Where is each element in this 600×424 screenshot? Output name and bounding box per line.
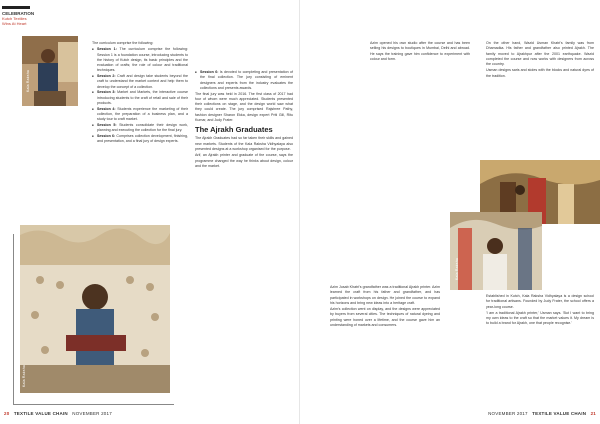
azim-paragraph-1: Azim Jusab Khatri's grandfather was a traditional Ajrakh printer. Azim learned the craft from his father and grandfather, and has participated in workshops on design. He joined the course to expand his horizons and bring new ideas into a heritage craft. — [330, 285, 440, 305]
session-list-continued — [195, 70, 293, 91]
issue-date: NOVEMBER 2017 — [488, 411, 528, 416]
session-list — [92, 47, 188, 144]
photo-credit-top: Kala Raksha — [26, 70, 30, 93]
right-column-3 — [486, 41, 594, 80]
usman-paragraph: Usman designs saris and stoles with the blocks and natural dyes of the tradition. — [486, 68, 594, 78]
photo-artisan-large — [20, 225, 170, 393]
left-column-1 — [92, 41, 188, 145]
right-column-1 — [330, 285, 440, 329]
list-item: ■ Session 1: The curriculum comprise the following: Session 1 is a foundation course, introducing students to the history of Kutch design, its basic principles and the evaluation of crafts; the role of colour and traditional techniques. — [92, 47, 188, 73]
list-item: ■ Session 3: Market and Markets, the interactive course introducing students to the craft of retail and sale of their products. — [92, 90, 188, 106]
usman-quote: 'I am a traditional Ajrakh printer,' Usman says. 'But I want to bring my own ideas to the craft so that the market values it. My dream is to build a brand for Ajrakh, one that people recognise.' — [486, 310, 594, 326]
curriculum-intro: The curriculum comprise the following: — [92, 41, 154, 45]
list-item: ■ Session 5: Students consolidate their design work, planning and executing the collection for the final jury. — [92, 123, 188, 134]
page-number: 21 — [590, 411, 596, 416]
subheading-ajrakh-graduates: The Ajrakh Graduates — [195, 125, 273, 135]
right-page — [300, 0, 600, 424]
section-byline: Kutch Textiles Wins At Heart — [2, 16, 27, 26]
magazine-name: TEXTILE VALUE CHAIN — [13, 411, 68, 416]
wazid-paragraph: On the other hand, Wazid Usman Khatri's family was from Dhamadka. His father and grandfather also printed Ajrakh. The family moved to Ajrakhpur after the 2001 earthquake. Wazid completed the course and now works with designers from across the country. — [486, 41, 594, 67]
right-footer — [488, 411, 596, 416]
arif-paragraph: Arif, an Ajrakh printer and graduate of the course, says the programme changed the way he thinks about design, colour and the market. — [195, 153, 293, 168]
list-item: ■ Session 2: Craft and design take students beyond the craft to understand the market context and help them to develop the concept of a collection. — [92, 74, 188, 90]
school-paragraph: Established in Kutch, Kala Raksha Vidhyalaya is a design school for traditional artisans. Founded by Judy Frater, the school offers a year-long course. — [486, 294, 594, 309]
photo-artisan-top — [22, 36, 78, 106]
page-number: 20 — [4, 411, 10, 416]
graduates-paragraph: The Ajrakh Graduates had so far taken their skills and gained new markets. Students of the Kala Raksha Vidhyalaya also presented designs at a workshop organised for the purpose. — [195, 136, 293, 151]
left-column-2 — [195, 70, 293, 170]
photo-artisan-right — [450, 212, 542, 290]
right-column-4 — [486, 294, 594, 328]
photo-credit-bottom: Kala Raksha — [22, 365, 26, 388]
right-column-2 — [370, 41, 470, 63]
left-footer — [4, 411, 112, 416]
section-tag — [2, 6, 34, 26]
section-tag-bar — [2, 6, 30, 9]
list-item: ■ Session 6: Is devoted to completing and presentation of the final collection. The jury consisting of eminent designers and experts from the industry evaluates the collections and presents awards. — [195, 70, 293, 91]
list-item: ■ Session 6: Comprises collection development, finishing, and presentation, and a final jury of design experts. — [92, 134, 188, 145]
magazine-name: TEXTILE VALUE CHAIN — [532, 411, 587, 416]
azim-paragraph-2: Azim's collection went on display, and the designs were appreciated by buyers from several cities. The techniques of natural dyeing and printing were honed over a lifetime, and the course gave him an understanding of markets and consumers. — [330, 307, 440, 328]
list-item: ■ Session 4: Students experience the marketing of their collection, the preparation of a business plan, and a study tour to craft market. — [92, 107, 188, 123]
photo-credit-mid: Kala Raksha — [455, 258, 459, 281]
issue-date: NOVEMBER 2017 — [72, 411, 112, 416]
section-heading: CELEBRATION — [2, 11, 35, 16]
jury-paragraph: The final jury was held in 2016. The first class of 2017 had four of whom were much appreciated. Students presented their collections on stage, and the design world saw what they could create. The jury comprised Rajshree Pathy, fashion designer Sharon Ekka, design expert Priti Gill, Ritu Kumar, and Judy Frater. — [195, 91, 293, 123]
studio-paragraph: Azim opened his own studio after the course and has been selling his designs to boutiques in Mumbai, Delhi and abroad. He says the training gave him confidence to experiment with colour and form. — [370, 41, 470, 61]
